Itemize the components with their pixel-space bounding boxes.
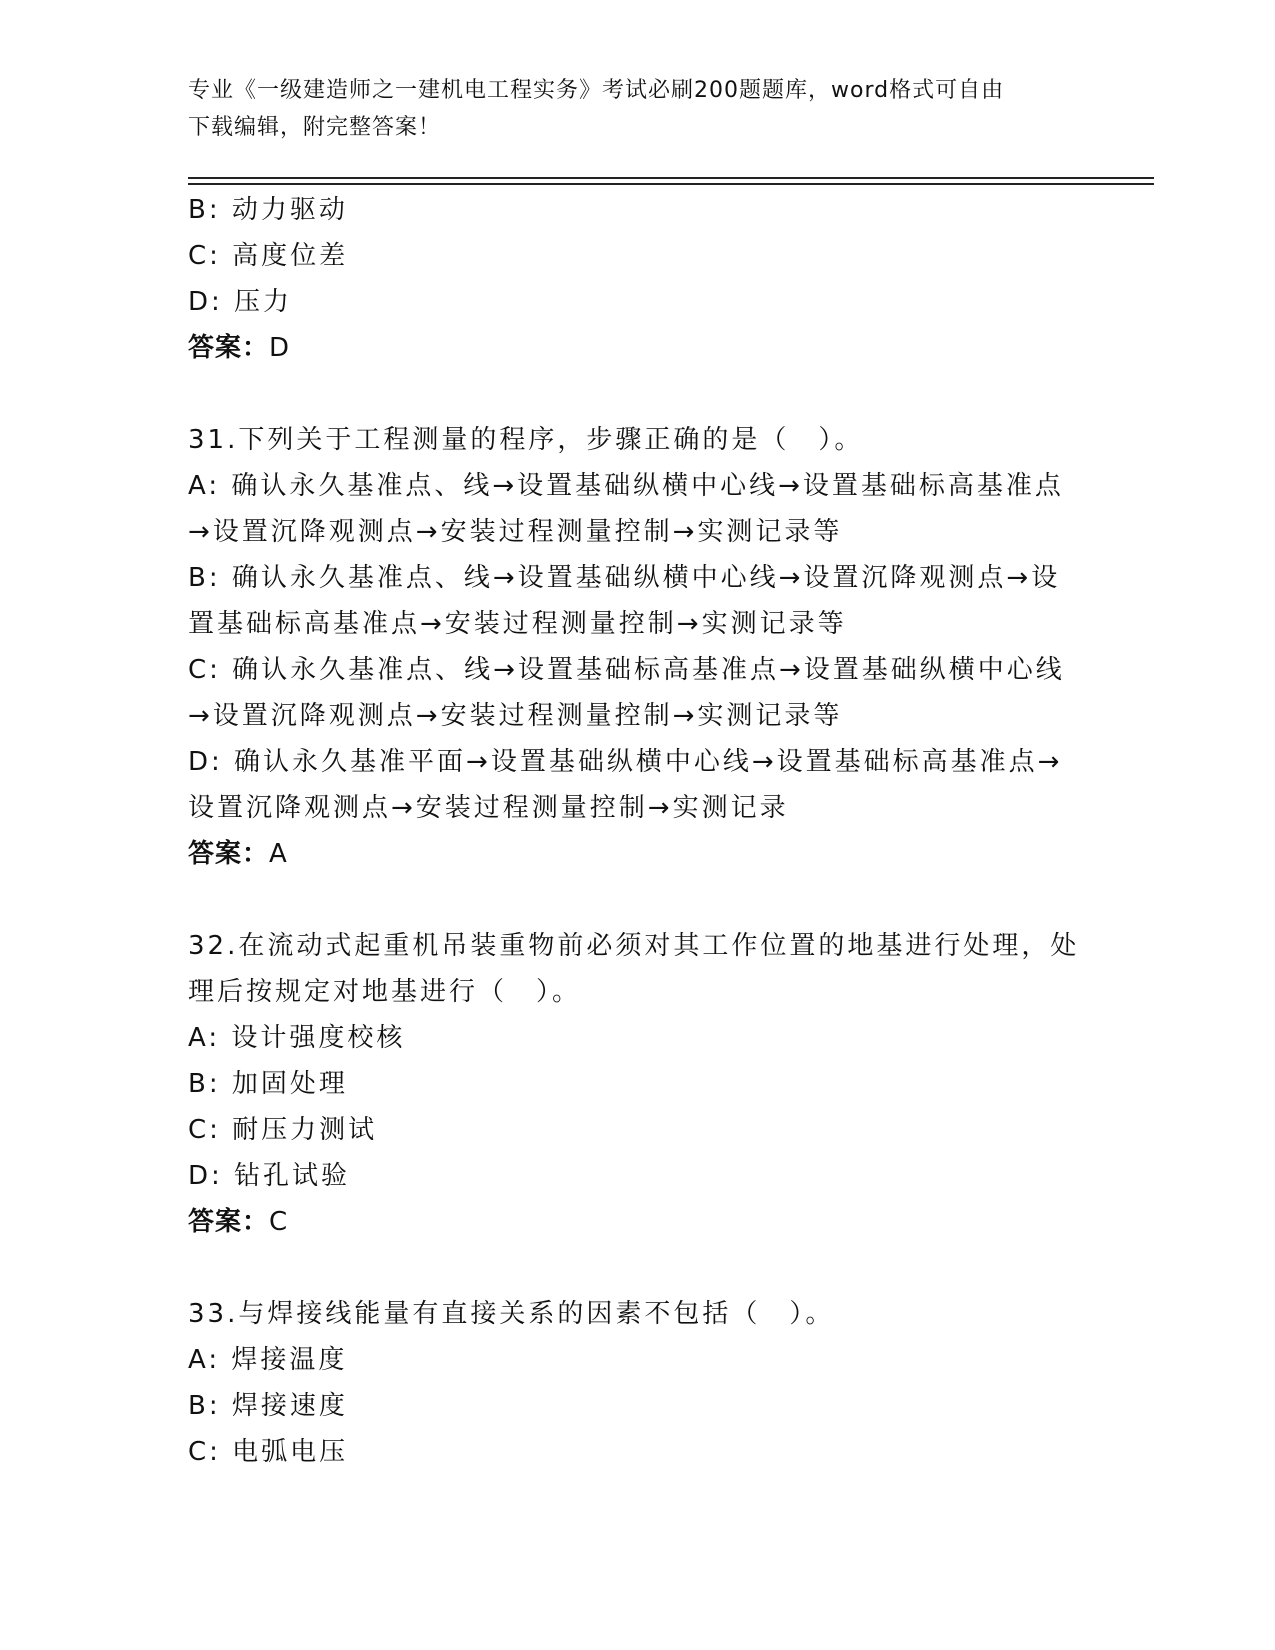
question-30-tail <box>188 187 1088 371</box>
q31-option-d-line-2: 设置沉降观测点→安装过程测量控制→实测记录 <box>188 793 789 823</box>
q30-option-c: C: 高度位差 <box>188 241 349 271</box>
question-33 <box>188 1291 1088 1475</box>
q32-answer-label: 答案： <box>188 1207 270 1237</box>
q31-answer-value: A <box>269 839 288 869</box>
q33-option-b: B: 焊接速度 <box>188 1391 348 1421</box>
q31-option-d-line-1: D: 确认永久基准平面→设置基础纵横中心线→设置基础标高基准点→ <box>188 747 1063 777</box>
header-divider-top <box>188 177 1154 179</box>
document-header <box>188 72 1068 146</box>
spacer <box>188 1245 1088 1291</box>
q31-option-a-line-1: A: 确认永久基准点、线→设置基础纵横中心线→设置基础标高基准点 <box>188 471 1064 501</box>
q31-option-b-line-1: B: 确认永久基准点、线→设置基础纵横中心线→设置沉降观测点→设 <box>188 563 1061 593</box>
q31-stem: 31.下列关于工程测量的程序，步骤正确的是（ ）。 <box>188 425 864 455</box>
q32-answer-value: C <box>269 1207 289 1237</box>
q31-option-c-line-1: C: 确认永久基准点、线→设置基础标高基准点→设置基础纵横中心线 <box>188 655 1065 685</box>
q30-answer-label: 答案： <box>188 333 270 363</box>
q31-option-b-line-2: 置基础标高基准点→安装过程测量控制→实测记录等 <box>188 609 847 639</box>
spacer <box>188 371 1088 417</box>
q32-option-d: D: 钻孔试验 <box>188 1161 351 1191</box>
q33-option-a: A: 焊接温度 <box>188 1345 348 1375</box>
q31-answer <box>188 831 1088 877</box>
q31-option-c-line-2: →设置沉降观测点→安装过程测量控制→实测记录等 <box>188 701 843 731</box>
question-32 <box>188 923 1088 1245</box>
q32-option-a: A: 设计强度校核 <box>188 1023 406 1053</box>
q30-option-d: D: 压力 <box>188 287 293 317</box>
question-content <box>188 187 1088 1475</box>
q32-option-b: B: 加固处理 <box>188 1069 348 1099</box>
header-line-2: 下载编辑，附完整答案！ <box>188 115 442 140</box>
question-31 <box>188 417 1088 877</box>
q32-answer <box>188 1199 1088 1245</box>
header-divider-bottom <box>188 183 1154 185</box>
q31-answer-label: 答案： <box>188 839 270 869</box>
header-line-1: 专业《一级建造师之一建机电工程实务》考试必刷200题题库，word格式可自由 <box>188 78 1005 103</box>
spacer <box>188 877 1088 923</box>
q30-option-b: B: 动力驱动 <box>188 195 348 225</box>
q31-option-a-line-2: →设置沉降观测点→安装过程测量控制→实测记录等 <box>188 517 843 547</box>
q30-answer <box>188 325 1088 371</box>
q32-option-c: C: 耐压力测试 <box>188 1115 378 1145</box>
q32-stem-line-2: 理后按规定对地基进行（ ）。 <box>188 977 582 1007</box>
q32-stem-line-1: 32.在流动式起重机吊装重物前必须对其工作位置的地基进行处理，处 <box>188 931 1080 961</box>
q30-answer-value: D <box>269 333 291 363</box>
q33-stem: 33.与焊接线能量有直接关系的因素不包括（ ）。 <box>188 1299 835 1329</box>
q33-option-c: C: 电弧电压 <box>188 1437 349 1467</box>
